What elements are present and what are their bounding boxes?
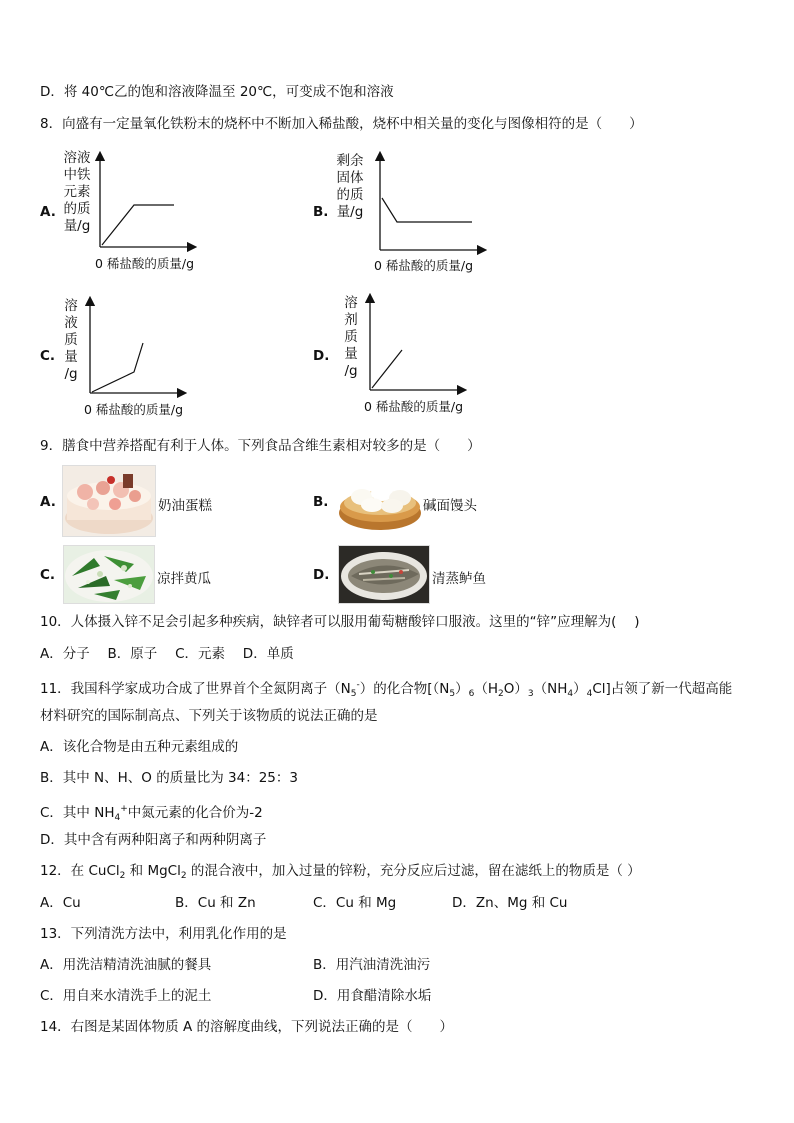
steamed-buns-image [338, 467, 423, 532]
q8-d-graph [360, 292, 470, 402]
q13-option-d: D．用食醋清除水垢 [313, 988, 432, 1004]
q9-stem: 9．膳食中营养搭配有利于人体。下列食品含维生素相对较多的是（ ） [40, 438, 481, 454]
q8-c-graph [80, 295, 190, 405]
q7-option-d: D．将 40℃乙的饱和溶液降温至 20℃，可变成不饱和溶液 [40, 84, 394, 100]
q13-stem: 13．下列清洗方法中，利用乳化作用的是 [40, 926, 287, 942]
q13-option-a: A．用洗洁精清洗油腻的餐具 [40, 957, 212, 973]
q8-c-xlabel: 0 稀盐酸的质量/g [84, 402, 184, 417]
q13-option-c: C．用自来水清洗手上的泥土 [40, 988, 212, 1004]
q9-option-a-label: A. [40, 494, 56, 510]
q11-option-a: A．该化合物是由五种元素组成的 [40, 739, 239, 755]
cucumber-salad-image [63, 545, 155, 604]
q13-option-b: B．用汽油清洗油污 [313, 957, 431, 973]
cake-image [62, 465, 156, 537]
q8-c-ylabel: 溶 液 质 量 /g [64, 298, 78, 382]
q9-option-d-name: 清蒸鲈鱼 [432, 571, 486, 587]
q12-option-b: B．Cu 和 Zn [175, 895, 256, 911]
q11-option-c: C．其中 $NH_4^+$中氮元素的化合价为-2 [40, 804, 263, 823]
q8-a-xlabel: 0 稀盐酸的质量/g [95, 256, 195, 271]
q11-stem-line2: 材料研究的国际制高点、下列关于该物质的说法正确的是 [40, 708, 378, 724]
q11-stem: 11．我国科学家成功合成了世界首个全氮阴离子$(N_5^-)$的化合物$[(N_5)_6(H_2O)_3(NH_4)_4Cl]$占领了新一代超高能 [40, 680, 733, 699]
q9-option-c-name: 凉拌黄瓜 [157, 571, 211, 587]
q14-stem: 14．右图是某固体物质 A 的溶解度曲线，下列说法正确的是（ ） [40, 1019, 453, 1035]
q12-stem: 12．在 CuCl$_2$ 和 MgCl$_2$ 的混合液中，加入过量的锌粉，充分反应后过滤，留在滤纸上的物质是（ ） [40, 863, 641, 881]
q8-option-b-label: B. [313, 204, 329, 220]
q8-b-ylabel: 剩余 固体 的质 量/g [336, 153, 364, 220]
q8-d-ylabel: 溶 剂 质 量 /g [344, 295, 358, 379]
q8-option-c-label: C. [40, 348, 56, 364]
q8-option-a-label: A. [40, 204, 56, 220]
q9-option-c-label: C. [40, 567, 56, 583]
q8-d-xlabel: 0 稀盐酸的质量/g [364, 399, 464, 414]
q12-option-c: C．Cu 和 Mg [313, 895, 397, 911]
q8-stem: 8．向盛有一定量氧化铁粉末的烧杯中不断加入稀盐酸，烧杯中相关量的变化与图像相符的是（ ） [40, 116, 643, 132]
q10-stem: 10．人体摄入锌不足会引起多种疾病，缺锌者可以服用葡萄糖酸锌口服液。这里的“锌”应理解为( ) [40, 614, 640, 630]
q9-option-a-name: 奶油蛋糕 [158, 498, 212, 514]
q10-options: A．分子 B．原子 C．元素 D．单质 [40, 646, 294, 662]
q9-option-d-label: D. [313, 567, 330, 583]
q8-a-graph [90, 150, 200, 260]
steamed-fish-image [338, 545, 430, 604]
q8-b-graph [370, 150, 490, 260]
q8-a-ylabel: 溶液 中铁 元素 的质 量/g [63, 150, 91, 234]
q12-option-d: D．Zn、Mg 和 Cu [452, 895, 568, 911]
q9-option-b-name: 碱面馒头 [423, 498, 477, 514]
q11-option-b: B．其中 N、H、O 的质量比为 34：25：3 [40, 770, 298, 786]
q8-option-d-label: D. [313, 348, 330, 364]
q9-option-b-label: B. [313, 494, 329, 510]
q11-option-d: D．其中含有两种阳离子和两种阴离子 [40, 832, 267, 848]
q8-b-xlabel: 0 稀盐酸的质量/g [374, 258, 474, 273]
q12-option-a: A．Cu [40, 895, 81, 911]
